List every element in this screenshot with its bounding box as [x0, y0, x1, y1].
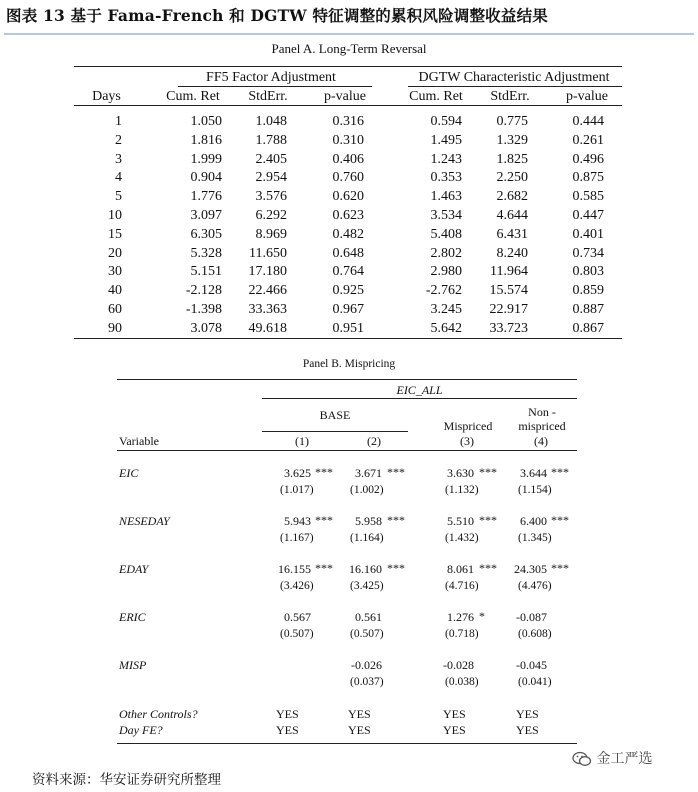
panel-a-value-cell: 33.723	[489, 320, 528, 336]
panel-a-value-cell: 33.363	[248, 302, 287, 317]
panel-b-coef: 0.561	[355, 610, 382, 624]
panel-b-stderr: (3.425)	[350, 580, 384, 592]
panel-a-top-rule	[74, 66, 622, 67]
panel-a-header-1: Cum. Ret	[166, 89, 220, 104]
panel-a-value-cell: 6.292	[255, 208, 287, 223]
panel-a-value-cell: 0.444	[572, 114, 604, 129]
title-divider	[4, 33, 694, 35]
panel-a-value-cell: -2.762	[425, 283, 462, 299]
panel-a-value-cell: 0.585	[572, 189, 604, 205]
panel-b-col-3: (3)	[460, 434, 474, 448]
panel-a-header-2: StdErr.	[248, 89, 288, 104]
panel-b-coef: 3.625	[284, 466, 311, 480]
panel-b-non-mispriced-1: Non -	[528, 405, 556, 419]
panel-b-stderr: (1.167)	[280, 532, 314, 544]
panel-b-coef: -0.087	[516, 610, 547, 624]
panel-a-value-cell: 49.618	[248, 320, 287, 336]
panel-b-col-4: (4)	[534, 434, 548, 448]
panel-b-coef: 5.958	[355, 514, 382, 528]
panel-a-value-cell: 0.734	[572, 245, 604, 261]
panel-b-control-value: YES	[276, 707, 299, 721]
panel-b-significance: *	[479, 609, 485, 623]
watermark	[572, 748, 652, 768]
panel-a-value-cell: 1.463	[430, 189, 462, 205]
panel-a-value-cell: 2.802	[430, 245, 462, 261]
panel-a-value-cell: 3.097	[190, 208, 222, 223]
panel-a-value-cell: -1.398	[185, 302, 222, 317]
panel-b-coef: -0.028	[443, 658, 474, 672]
panel-b-var-name: MISP	[119, 658, 147, 672]
panel-a-value-cell: 0.775	[496, 114, 528, 129]
panel-b-col-1: (1)	[295, 434, 309, 448]
panel-a-value-cell: 0.623	[332, 208, 364, 223]
panel-a-day-cell: 15	[108, 226, 122, 242]
panel-a-bottom-rule	[74, 338, 622, 339]
panel-b-stderr: (0.608)	[518, 628, 552, 640]
panel-a-value-cell: 1.495	[430, 132, 462, 148]
panel-b-stderr: (0.718)	[445, 628, 479, 640]
panel-a-value-cell: 2.250	[496, 170, 528, 186]
panel-b-eic-rule	[262, 398, 577, 399]
panel-b-stderr: (1.132)	[445, 484, 479, 496]
panel-a-header-3: p-value	[324, 89, 366, 104]
panel-a-value-cell: 0.867	[572, 320, 604, 336]
panel-b-coef: 0.567	[284, 610, 311, 624]
panel-b-coef: 16.155	[278, 562, 311, 576]
panel-a-value-cell: 0.447	[572, 208, 604, 223]
panel-b-var-name: NESEDAY	[119, 514, 170, 528]
panel-a-value-cell: -2.128	[185, 283, 222, 299]
panel-a-day-cell: 1	[115, 114, 122, 129]
panel-a-day-cell: 60	[108, 302, 122, 317]
panel-a-value-cell: 0.406	[332, 151, 364, 167]
panel-b-control-value: YES	[516, 707, 539, 721]
panel-a-value-cell: 3.534	[430, 208, 462, 223]
panel-a-value-cell: 0.875	[572, 170, 604, 186]
panel-b-coef: 5.510	[447, 514, 474, 528]
panel-b-bottom-rule	[117, 743, 577, 744]
panel-a-value-cell: 6.431	[496, 226, 528, 242]
panel-b-non-mispriced-2: mispriced	[518, 419, 566, 433]
panel-a-value-cell: 8.969	[255, 226, 287, 242]
panel-b-eic-all: EIC_ALL	[396, 383, 443, 397]
panel-b-stderr: (1.432)	[445, 532, 479, 544]
panel-a-value-cell: 1.048	[255, 114, 287, 129]
panel-a-value-cell: 6.305	[190, 226, 222, 242]
panel-a-value-cell: 11.964	[490, 264, 528, 280]
panel-a-value-cell: 15.574	[489, 283, 528, 299]
panel-a-header-rule	[74, 105, 622, 106]
panel-b-stderr: (4.716)	[445, 580, 479, 592]
panel-b-stderr: (0.507)	[350, 628, 384, 640]
panel-a-value-cell: 5.642	[430, 320, 462, 336]
figure-title: 图表 13 基于 Fama-French 和 DGTW 特征调整的累积风险调整收益结果	[6, 6, 548, 25]
panel-b-header-rule	[117, 450, 577, 451]
panel-a-value-cell: 22.466	[248, 283, 287, 299]
panel-b-control-value: YES	[276, 723, 299, 737]
panel-a-day-cell: 3	[115, 151, 122, 167]
panel-a-value-cell: 1.788	[255, 132, 287, 148]
panel-b-var-name: EDAY	[119, 562, 149, 576]
panel-b-top-rule	[117, 379, 577, 380]
panel-b-control-value: YES	[348, 723, 371, 737]
panel-a-value-cell: 2.980	[430, 264, 462, 280]
panel-b-coef: 24.305	[514, 562, 547, 576]
panel-a-value-cell: 0.496	[572, 151, 604, 167]
panel-a-title: Panel A. Long-Term Reversal	[271, 41, 427, 56]
panel-b-coef: 6.400	[520, 514, 547, 528]
panel-a-day-cell: 10	[108, 208, 122, 223]
panel-a-day-cell: 2	[115, 132, 122, 148]
panel-a-header-0: Days	[92, 89, 121, 104]
panel-a-value-cell: 5.151	[190, 264, 222, 280]
panel-b-var-name: ERIC	[119, 610, 146, 624]
panel-a-value-cell: 1.776	[190, 189, 222, 205]
panel-a-value-cell: 0.925	[332, 283, 364, 299]
panel-a-value-cell: 1.816	[190, 132, 222, 148]
panel-b-significance: ***	[551, 561, 569, 575]
panel-a-value-cell: 0.594	[430, 114, 462, 129]
panel-b-control-name: Day FE?	[119, 723, 163, 737]
panel-a-value-cell: 22.917	[489, 302, 528, 317]
panel-b-stderr: (0.041)	[518, 676, 552, 688]
panel-a-value-cell: 0.316	[332, 114, 364, 129]
panel-a-value-cell: 5.328	[190, 245, 222, 261]
panel-b-stderr: (4.476)	[518, 580, 552, 592]
panel-b-coef: 8.061	[447, 562, 474, 576]
panel-a-value-cell: 2.682	[496, 189, 528, 205]
panel-b-coef: -0.045	[516, 658, 547, 672]
panel-b-significance: ***	[315, 513, 333, 527]
panel-b-coef: 3.671	[355, 466, 382, 480]
panel-a-value-cell: 0.353	[430, 170, 462, 186]
panel-b-significance: ***	[551, 513, 569, 527]
panel-a-value-cell: 3.576	[255, 189, 287, 205]
panel-b-control-value: YES	[348, 707, 371, 721]
panel-b-stderr: (1.002)	[350, 484, 384, 496]
source-note: 资料来源：华安证券研究所整理	[32, 772, 221, 788]
panel-b-var-name: EIC	[119, 466, 139, 480]
panel-a-value-cell: 1.243	[430, 151, 462, 167]
panel-a-header-5: StdErr.	[490, 89, 530, 104]
panel-a-value-cell: 0.401	[572, 226, 604, 242]
panel-b-stderr: (0.507)	[280, 628, 314, 640]
panel-b-control-name: Other Controls?	[119, 707, 198, 721]
panel-b-stderr: (1.164)	[350, 532, 384, 544]
panel-b-stderr: (1.017)	[280, 484, 314, 496]
panel-a-day-cell: 4	[115, 170, 122, 186]
panel-a-value-cell: 3.245	[430, 302, 462, 317]
panel-a-value-cell: 4.644	[496, 208, 528, 223]
panel-a-value-cell: 0.620	[332, 189, 364, 205]
watermark-text: 金工严选	[596, 751, 653, 767]
panel-b-stderr: (0.037)	[350, 676, 384, 688]
panel-b-control-value: YES	[443, 723, 466, 737]
panel-a-day-cell: 20	[108, 245, 122, 261]
panel-b-control-value: YES	[516, 723, 539, 737]
panel-b-significance: ***	[387, 561, 405, 575]
panel-a-value-cell: 0.648	[332, 245, 364, 261]
panel-b-coef: 16.160	[349, 562, 382, 576]
panel-a-value-cell: 5.408	[430, 226, 462, 242]
panel-a-value-cell: 0.310	[332, 132, 364, 148]
panel-a-value-cell: 0.261	[572, 132, 604, 148]
panel-a-group-ff5-rule	[178, 86, 372, 87]
panel-b-significance: ***	[479, 561, 497, 575]
panel-a-value-cell: 1.050	[190, 114, 222, 129]
panel-a-value-cell: 0.803	[572, 264, 604, 280]
panel-b-control-value: YES	[443, 707, 466, 721]
panel-a-value-cell: 0.951	[332, 320, 364, 336]
panel-a-group-ff5: FF5 Factor Adjustment	[206, 70, 336, 85]
panel-a-day-cell: 5	[115, 189, 122, 205]
panel-b-title: Panel B. Mispricing	[302, 358, 396, 370]
panel-a-value-cell: 0.764	[332, 264, 364, 280]
panel-a-header-4: Cum. Ret	[409, 89, 463, 104]
panel-b-significance: ***	[387, 465, 405, 479]
panel-b-stderr: (1.154)	[518, 484, 552, 496]
panel-b-significance: ***	[315, 561, 333, 575]
panel-a-value-cell: 2.954	[255, 170, 287, 186]
panel-b-coef: 3.644	[520, 466, 547, 480]
panel-b-col-2: (2)	[367, 434, 381, 448]
panel-b-significance: ***	[479, 513, 497, 527]
panel-a-value-cell: 0.967	[332, 302, 364, 317]
panel-b-significance: ***	[551, 465, 569, 479]
panel-b-base: BASE	[319, 408, 351, 422]
panel-a-value-cell: 11.650	[249, 245, 287, 261]
wechat-icon	[572, 751, 592, 767]
panel-b-significance: ***	[315, 465, 333, 479]
panel-b-base-rule	[262, 431, 408, 432]
panel-a-day-cell: 40	[108, 283, 122, 299]
panel-b-stderr: (3.426)	[280, 580, 314, 592]
panel-a-value-cell: 0.859	[572, 283, 604, 299]
panel-a-value-cell: 17.180	[248, 264, 287, 280]
panel-a-value-cell: 0.760	[332, 170, 364, 186]
panel-b-coef: -0.026	[351, 658, 382, 672]
panel-a-value-cell: 2.405	[255, 151, 287, 167]
panel-b-significance: ***	[387, 513, 405, 527]
panel-b-stderr: (1.345)	[518, 532, 552, 544]
panel-a-header-6: p-value	[566, 89, 608, 104]
panel-b-coef: 1.276	[447, 610, 474, 624]
panel-b-mispriced: Mispriced	[443, 419, 493, 433]
panel-a-value-cell: 1.825	[496, 151, 528, 167]
panel-a-value-cell: 0.904	[190, 170, 222, 186]
panel-a-value-cell: 3.078	[190, 320, 222, 336]
panel-b-stderr: (0.038)	[445, 676, 479, 688]
panel-a-group-dgtw: DGTW Characteristic Adjustment	[418, 70, 610, 85]
panel-a-value-cell: 1.999	[190, 151, 222, 167]
panel-a-day-cell: 90	[108, 320, 122, 336]
panel-a-value-cell: 8.240	[496, 245, 528, 261]
panel-a-value-cell: 0.482	[332, 226, 364, 242]
panel-a-day-cell: 30	[108, 264, 122, 280]
panel-b-coef: 5.943	[284, 514, 311, 528]
panel-a-value-cell: 0.887	[572, 302, 604, 317]
panel-b-significance: ***	[479, 465, 497, 479]
panel-a-group-dgtw-rule	[408, 86, 622, 87]
panel-b-variable-header: Variable	[119, 434, 159, 448]
panel-a-value-cell: 1.329	[496, 132, 528, 148]
panel-b-coef: 3.630	[447, 466, 474, 480]
